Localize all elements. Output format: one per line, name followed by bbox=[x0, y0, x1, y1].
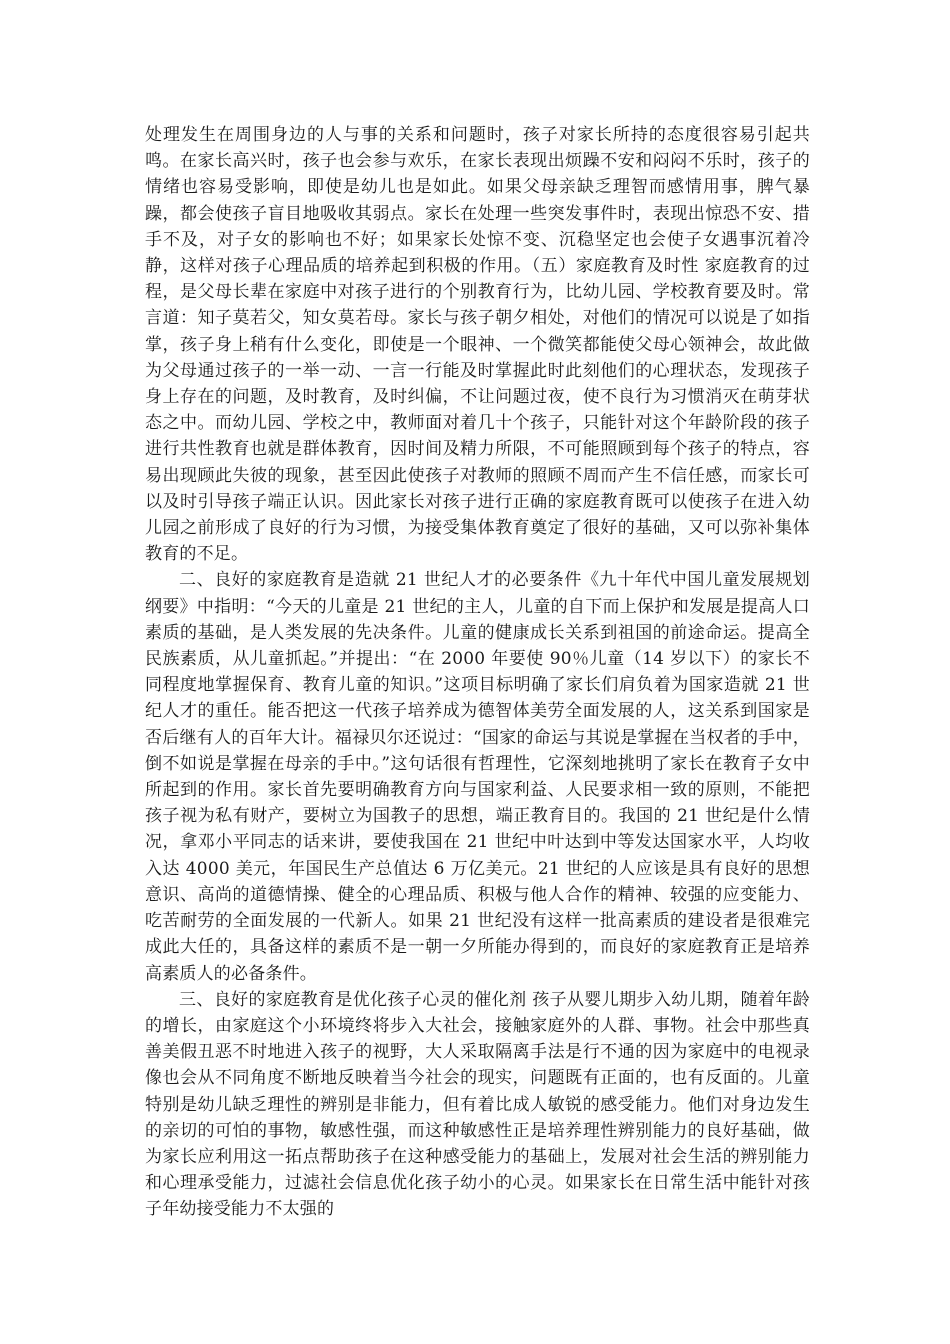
document-body bbox=[145, 122, 810, 1223]
paragraph-optimizing-child-mind: 三、良好的家庭教育是优化孩子心灵的催化剂 孩子从婴儿期步入幼儿期，随着年龄的增长，由家庭这个小环境终将步入大社会，接触家庭外的人群、事物。社会中那些真善美假丑恶不时地进入孩子的视野，大人采取隔离手法是行不通的因为家庭中的电视录像也会从不同角度不断地反映着当今社会的现实，问题既有正面的，也有反面的。儿童特别是幼儿缺乏理性的辨别是非能力，但有着比成人敏锐的感受能力。他们对身边发生的亲切的可怕的事物，敏感性强，而这种敏感性正是培养理性辨别能力的良好基础，做为家长应利用这一拓点帮助孩子在这种感受能力的基础上，发展对社会生活的辨别能力和心理承受能力，过滤社会信息优化孩子幼小的心灵。如果家长在日常生活中能针对孩子年幼接受能力不太强的 bbox=[145, 989, 810, 1220]
paragraph-family-education-timeliness: 处理发生在周围身边的人与事的关系和问题时，孩子对家长所持的态度很容易引起共鸣。在家长高兴时，孩子也会参与欢乐，在家长表现出烦躁不安和闷闷不乐时，孩子的情绪也容易受影响，即使是幼儿也是如此。如果父母亲缺乏理智而感情用事，脾气暴躁，都会使孩子盲目地吸收其弱点。家长在处理一些突发事件时，表现出惊恐不安、措手不及，对子女的影响也不好；如果家长处惊不变、沉稳坚定也会使子女遇事沉着冷静，这样对孩子心理品质的培养起到积极的作用。（五）家庭教育及时性 家庭教育的过程，是父母长辈在家庭中对孩子进行的个别教育行为，比幼儿园、学校教育要及时。常言道：知子莫若父，知女莫若母。家长与孩子朝夕相处，对他们的情况可以说是了如指掌，孩子身上稍有什么变化，即使是一个眼神、一个微笑都能使父母心领神会，故此做为父母通过孩子的一举一动、一言一行能及时掌握此时此刻他们的心理状态，发现孩子身上存在的问题，及时教育，及时纠偏，不让问题过夜，使不良行为习惯消灭在萌芽状态之中。而幼儿园、学校之中，教师面对着几十个孩子，只能针对这个年龄阶段的孩子进行共性教育也就是群体教育，因时间及精力所限，不可能照顾到每个孩子的特点，容易出现顾此失彼的现象，甚至因此使孩子对教师的照顾不周而产生不信任感，而家长可以及时引导孩子端正认识。因此家长对孩子进行正确的家庭教育既可以使孩子在进入幼儿园之前形成了良好的行为习惯，为接受集体教育奠定了很好的基础，又可以弥补集体教育的不足。 bbox=[145, 125, 810, 565]
paragraph-21st-century-talent: 二、良好的家庭教育是造就 21 世纪人才的必要条件《九十年代中国儿童发展规划纲要》中指明：“今天的儿童是 21 世纪的主人，儿童的自下而上保护和发展是提高人口素质的基础，是人类发展的先决条件。儿童的健康成长关系到祖国的前途命运。提高全民族素质，从儿童抓起。”并提出：“在 2000 年要使 90％儿童（14 岁以下）的家长不同程度地掌握保育、教育儿童的知识。”这项目标明确了家长们肩负着为国家造就 21 世纪人才的重任。能否把这一代孩子培养成为德智体美劳全面发展的人，这关系到国家是否后继有人的百年大计。福禄贝尔还说过：“国家的命运与其说是掌握在当权者的手中，倒不如说是掌握在母亲的手中。”这句话很有哲理性，它深刻地挑明了家长在教育子女中所起到的作用。家长首先要明确教育方向与国家利益、人民要求相一致的原则，不能把孩子视为私有财产，要树立为国教子的思想，端正教育目的。我国的 21 世纪是什么情况，拿邓小平同志的话来讲，要使我国在 21 世纪中叶达到中等发达国家水平，人均收入达 4000 美元，年国民生产总值达 6 万亿美元。21 世纪的人应该是具有良好的思想意识、高尚的道德情操、健全的心理品质、积极与他人合作的精神、较强的应变能力、吃苦耐劳的全面发展的一代新人。如果 21 世纪没有这样一批高素质的建设者是很难完成此大任的，具备这样的素质不是一朝一夕所能办得到的，而良好的家庭教育正是培养高素质人的必备条件。 bbox=[145, 570, 810, 984]
